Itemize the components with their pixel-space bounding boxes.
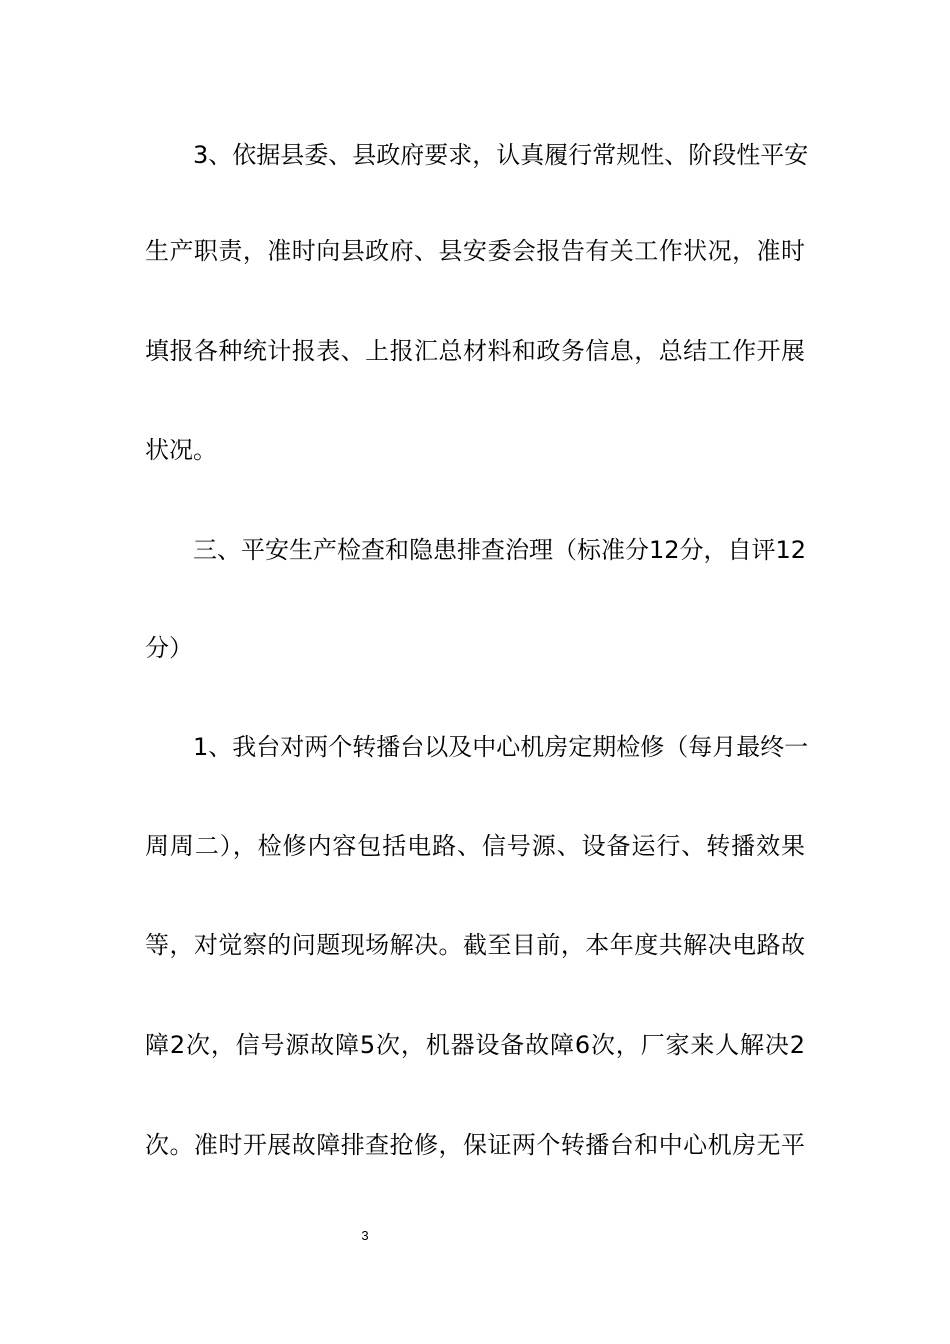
- paragraph-1-line-1: 3、依据县委、县政府要求，认真履行常规性、阶段性平安: [193, 141, 809, 169]
- paragraph-1-line-3: 填报各种统计报表、上报汇总材料和政务信息，总结工作开展: [145, 337, 805, 365]
- paragraph-3-line-4: 障2次，信号源故障5次，机器设备故障6次，厂家来人解决2: [145, 1031, 805, 1059]
- paragraph-3-line-2: 周周二），检修内容包括电路、信号源、设备运行、转播效果: [145, 832, 805, 860]
- paragraph-3-line-5: 次。准时开展故障排查抢修，保证两个转播台和中心机房无平: [145, 1131, 805, 1159]
- paragraph-1-line-2: 生产职责，准时向县政府、县安委会报告有关工作状况，准时: [145, 237, 805, 265]
- paragraph-3-line-3: 等，对觉察的问题现场解决。截至目前，本年度共解决电路故: [145, 931, 805, 959]
- paragraph-1-line-4: 状况。: [145, 436, 217, 464]
- paragraph-3-line-1: 1、我台对两个转播台以及中心机房定期检修（每月最终一: [193, 733, 809, 761]
- page-number: 3: [361, 1228, 369, 1243]
- section-heading-line-1: 三、平安生产检查和隐患排查治理（标准分12分，自评12: [193, 536, 807, 564]
- section-heading-line-2: 分）: [145, 634, 193, 662]
